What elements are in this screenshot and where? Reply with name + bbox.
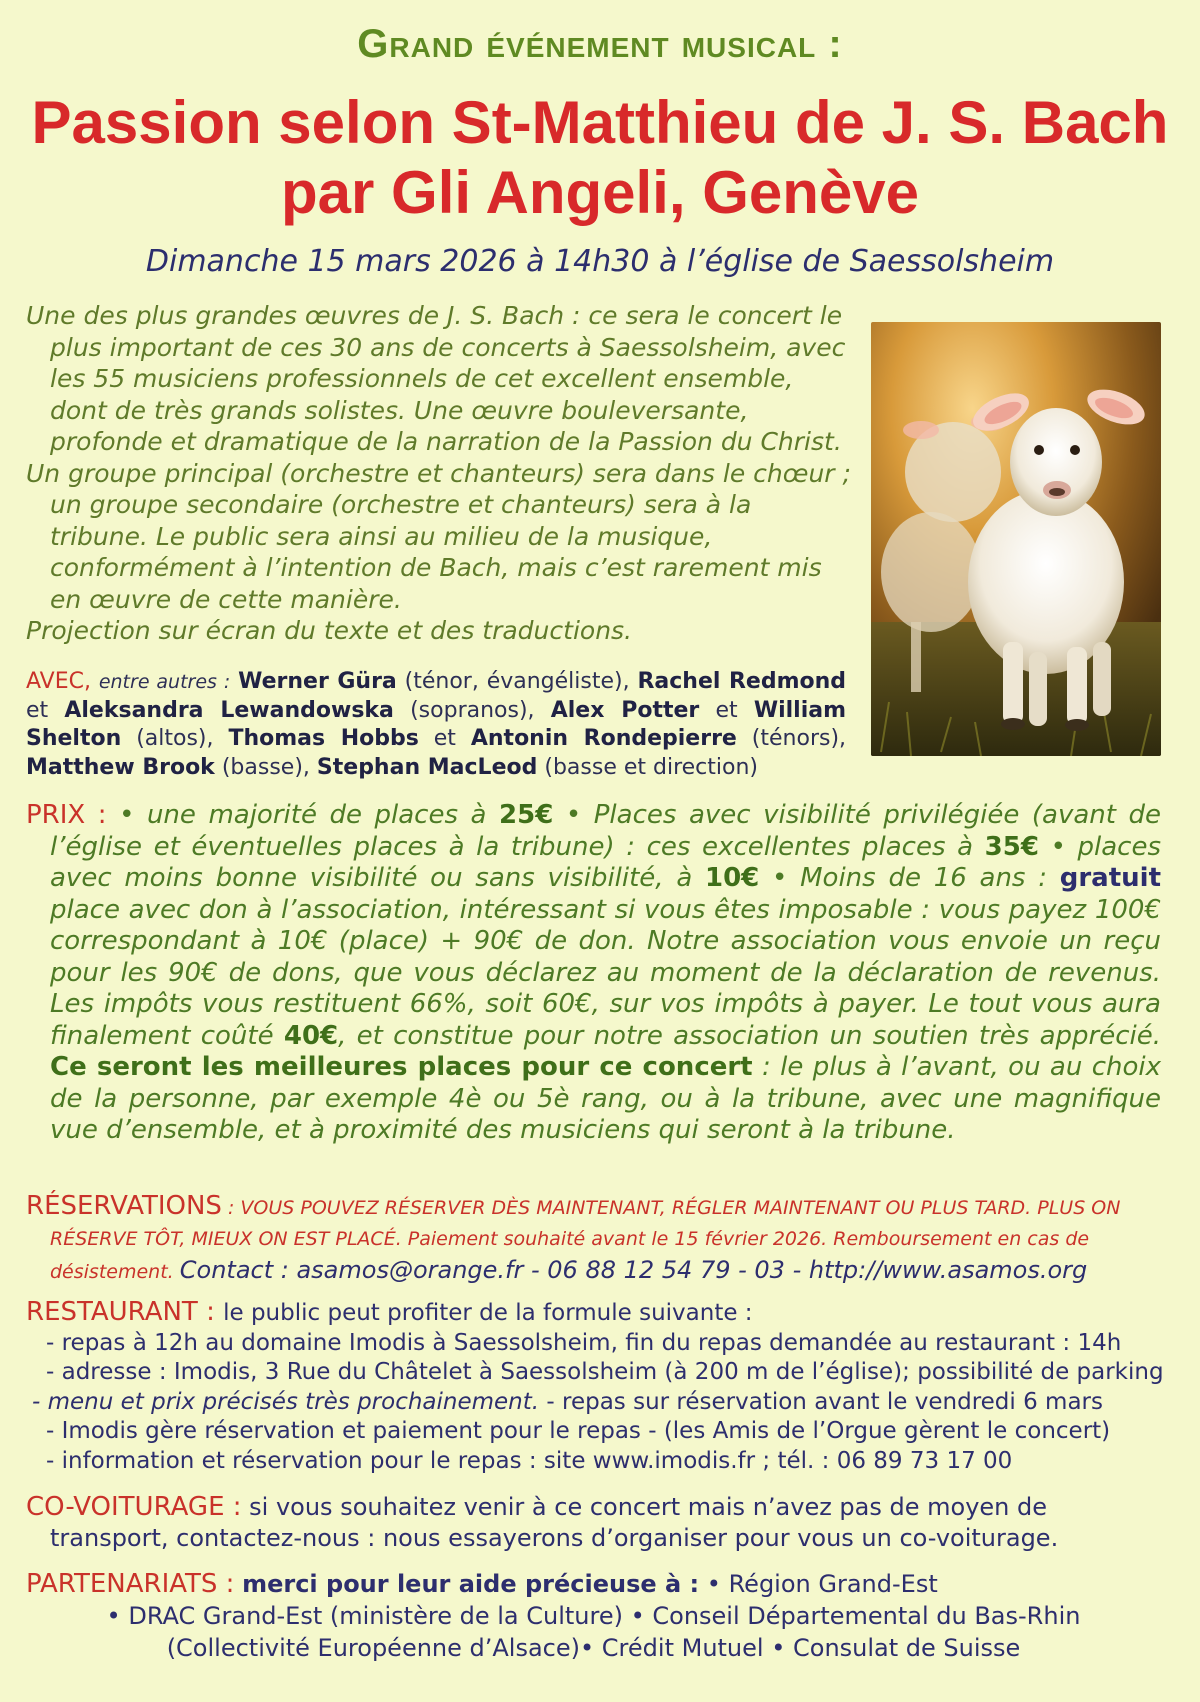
restaurant-list [26,1329,1186,1477]
price-text: • une majorité de places à [119,800,487,830]
prix-label: PRIX : [26,800,107,830]
partner-item: • Conseil Départemental du Bas-Rhin [630,1602,1081,1630]
partners-thanks: merci pour leur aide précieuse à : [242,1570,700,1598]
reservations-text: : VOUS POUVEZ RÉSERVER DÈS MAINTENANT, RÉGLER MAINTENANT OU PLUS TARD. PLUS ON RÉSERVE TÔT, MIEUX ON EST PLACÉ. Paiement souhaité avant le 15 février 2026. Remboursement en cas de désistement. [50,1197,1121,1283]
avec-label: AVEC, [26,669,91,694]
list-item: - repas à 12h au domaine Imodis à Saessolsheim, fin du repas demandée au restaurant : 14h [46,1329,1122,1356]
price-value: 40€ [283,1020,339,1051]
event-title [0,88,1200,228]
title-line-1: Passion selon St-Matthieu de J. S. Bach [31,89,1169,156]
restaurant-section [26,1298,1186,1476]
partners-section [26,1568,1161,1664]
performer-role: (altos), [136,726,214,751]
list-item: - information et réservation pour le repas : site www.imodis.fr ; tél. : 06 89 73 17 00 [46,1447,1013,1474]
intro-text-1: Une des plus grandes œuvres de J. S. Bach : ce sera le concert le plus important de ces 30 ans de concerts à Saessolsheim, avec les 55 musiciens professionnels de cet excellent ensemble, dont de très grands solistes. Une œuvre bouleversante, profonde et dramatique de la narration de la Passion du Christ. [26,301,846,456]
intro-para-2: Un groupe principal (orchestre et chanteurs) sera dans le chœur ; un groupe secondaire (orchestre et chanteurs) sera à la tribune. Le public sera ainsi au milieu de la musique, conformément à l’intention de Bach, mais c’est rarement mis en œuvre de cette manière. [26,458,851,614]
price-value: 25€ [499,800,554,830]
partner-item: • Région Grand-Est [706,1570,938,1598]
partner-item: • Consulat de Suisse [771,1634,1021,1662]
price-text: place avec don à l’association, intéressant si vous êtes imposable : vous payez 100€ correspondant à 10€ (place) + 90€ de don. Notre association vous envoie un reçu pour les 90€ de dons, que vous déclarez au moment de la déclaration de revenus. Les impôts vous restituent 66%, soit 60€, sur vos impôts à payer. Le tout vous aura finalement coûté [50,894,1161,1051]
event-date: Dimanche 15 mars 2026 à 14h30 à l’église de Saessolsheim [145,244,1055,279]
performers-section [26,668,846,782]
menu-note: - menu et prix précisés très prochainement. [32,1388,540,1415]
performer-role: (basse et direction) [544,754,758,780]
carpool-text: si vous souhaitez venir à ce concert mais n’avez pas de moyen de transport, contactez-nous : nous essayerons d’organiser pour vous un co-voiturage. [50,1493,1059,1552]
lamb-photo [871,322,1161,756]
performer-name: Rachel Redmond [637,669,847,694]
restaurant-label: RESTAURANT : [26,1297,215,1327]
performer-name: Antonin Rondepierre [470,726,737,751]
price-text: : le plus à l’avant, ou au choix de la personne, par exemple 4è ou 5è rang, ou à la tribune, avec une magnifique vue d’ensemble, et à proximité des musiciens qui seront à la tribune. [50,1052,1162,1145]
performer-name: Stephan MacLeod [316,754,538,780]
price-text: • places avec moins bonne visibilité ou sans visibilité, à [50,831,1162,893]
partners-label: PARTENARIATS : [26,1569,235,1599]
conjunction: et [715,697,738,723]
partner-item: • Crédit Mutuel [580,1634,764,1662]
lamb-photo-wrap [871,322,1161,756]
performer-name: Aleksandra Lewandowska [64,697,394,723]
contact-info[interactable]: Contact : asamos@orange.fr - 06 88 12 54 79 - 03 - http://www.asamos.org [179,1256,1088,1284]
conjunction: et [433,726,456,751]
price-free: gratuit [1059,863,1161,893]
partner-item: (Collectivité Européenne d’Alsace) [166,1634,581,1662]
intro-para-1 [26,300,1161,458]
list-item-text: - repas sur réservation avant le vendredi 6 mars [546,1388,1103,1415]
restaurant-lead: le public peut profiter de la formule suivante : [223,1300,753,1326]
avec-lead: entre autres : [98,671,231,693]
performer-role: (ténor, évangéliste), [404,669,630,694]
price-value: 10€ [705,863,760,893]
reservations-label: RÉSERVATIONS [26,1191,222,1221]
performer-role: (ténors), [751,726,847,751]
performer-name: William Shelton [26,697,847,751]
price-value: 35€ [984,831,1039,862]
list-item: - adresse : Imodis, 3 Rue du Châtelet à Saessolsheim (à 200 m de l’église); possibilité de parking [46,1359,1164,1385]
performer-role: (basse), [221,754,310,780]
event-kicker: Grand événement musical : [357,22,843,66]
reservations-section [26,1191,1161,1288]
carpool-section [26,1492,1161,1554]
carpool-label: CO-VOITURAGE : [26,1492,242,1522]
best-seats-note: Ce seront les meilleures places pour ce concert [50,1052,753,1082]
title-line-2: par Gli Angeli, Genève [281,159,919,226]
price-text: , et constitue pour notre association un soutien très apprécié. [338,1020,1162,1051]
performer-name: Alex Potter [550,697,700,723]
list-item [32,1388,1186,1418]
performer-name: Thomas Hobbs [228,726,419,751]
list-item: - Imodis gère réservation et paiement pour le repas - (les Amis de l’Orgue gèrent le concert) [46,1418,1111,1444]
price-text: • Places avec visibilité privilégiée (avant de l’église et éventuelles places à la tribune) : ces excellentes places à [50,800,1162,862]
price-text: • Moins de 16 ans : [772,863,1047,893]
conjunction: et [26,697,49,723]
performer-name: Matthew Brook [26,754,215,780]
partner-item: • DRAC Grand-Est (ministère de la Culture) [106,1602,623,1630]
intro-para-3: Projection sur écran du texte et des traductions. [26,616,633,645]
performer-name: Werner Güra [238,669,397,694]
performer-role: (sopranos), [410,697,535,723]
prices-section [26,800,1161,1147]
